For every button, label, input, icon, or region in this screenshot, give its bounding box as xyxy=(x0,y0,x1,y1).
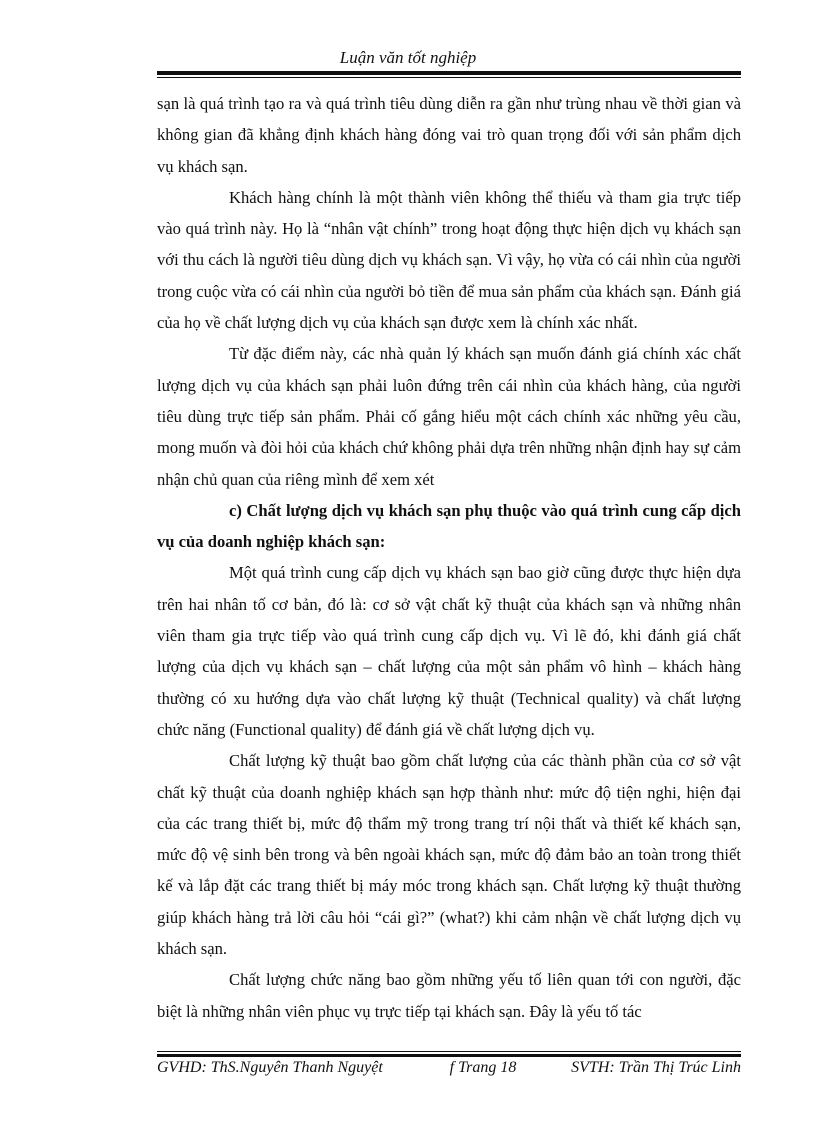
footer-student: SVTH: Trần Thị Trúc Linh xyxy=(571,1059,741,1076)
document-body xyxy=(157,88,741,1027)
paragraph-continuation: sạn là quá trình tạo ra và quá trình tiêu dùng diễn ra gần như trùng nhau về thời gian và không gian đã khẳng định khách hàng đóng vai trò quan trọng đối với sản phẩm dịch vụ khách sạn. xyxy=(157,94,741,176)
footer-advisor: GVHD: ThS.Nguyên Thanh Nguyệt xyxy=(157,1059,383,1076)
header-rule-thin xyxy=(157,77,741,78)
header-rule xyxy=(157,71,741,75)
page-footer xyxy=(157,1059,741,1077)
paragraph: Một quá trình cung cấp dịch vụ khách sạn bao giờ cũng được thực hiện dựa trên hai nhân tố cơ bản, đó là: cơ sở vật chất kỹ thuật của khách sạn và những nhân viên tham gia trực tiếp vào quá trình cung cấp dịch vụ. Vì lẽ đó, khi đánh giá chất lượng của dịch vụ khách sạn – chất lượng của một sản phẩm vô hình – khách hàng thường có xu hướng dựa vào chất lượng kỹ thuật (Technical quality) và chất lượng chức năng (Functional quality) để đánh giá về chất lượng dịch vụ. xyxy=(157,563,741,739)
paragraph: Chất lượng chức năng bao gồm những yếu tố liên quan tới con người, đặc biệt là những nhân viên phục vụ trực tiếp tại khách sạn. Đây là yếu tố tác xyxy=(157,970,741,1021)
paragraph: Chất lượng kỹ thuật bao gồm chất lượng của các thành phần của cơ sở vật chất kỹ thuật của doanh nghiệp khách sạn hợp thành như: mức độ tiện nghi, hiện đại của các trang thiết bị, mức độ thẩm mỹ trong trang trí nội thất và thiết kế khách sạn, mức độ vệ sinh bên trong và bên ngoài khách sạn, mức độ đảm bảo an toàn trong thiết kế và lắp đặt các trang thiết bị máy móc trong khách sạn. Chất lượng kỹ thuật thường giúp khách hàng trả lời câu hỏi “cái gì?” (what?) khi cảm nhận về chất lượng dịch vụ khách sạn. xyxy=(157,751,741,959)
paragraph: Từ đặc điểm này, các nhà quản lý khách sạn muốn đánh giá chính xác chất lượng dịch vụ của khách sạn phải luôn đứng trên cái nhìn của khách hàng, của người tiêu dùng trực tiếp sản phẩm. Phải cố gắng hiểu một cách chính xác những yêu cầu, mong muốn và đòi hỏi của khách chứ không phải dựa trên những nhận định hay sự cảm nhận chủ quan của riêng mình để xem xét xyxy=(157,344,741,489)
page-header-title: Luận văn tốt nghiệp xyxy=(339,48,477,67)
section-heading: c) Chất lượng dịch vụ khách sạn phụ thuộc vào quá trình cung cấp dịch vụ của doanh nghiệp khách sạn: xyxy=(157,500,741,552)
footer-page-number: f Trang 18 xyxy=(449,1059,517,1076)
footer-rule xyxy=(157,1054,741,1057)
paragraph: Khách hàng chính là một thành viên không thể thiếu và tham gia trực tiếp vào quá trình này. Họ là “nhân vật chính” trong hoạt động thực hiện dịch vụ khách sạn với thu cách là người tiêu dùng dịch vụ khách sạn. Vì vậy, họ vừa có cái nhìn của người trong cuộc vừa có cái nhìn của người bỏ tiền để mua sản phẩm của khách sạn. Đánh giá của họ về chất lượng dịch vụ của khách sạn được xem là chính xác nhất. xyxy=(157,187,741,333)
footer-rule-thin xyxy=(157,1051,741,1052)
